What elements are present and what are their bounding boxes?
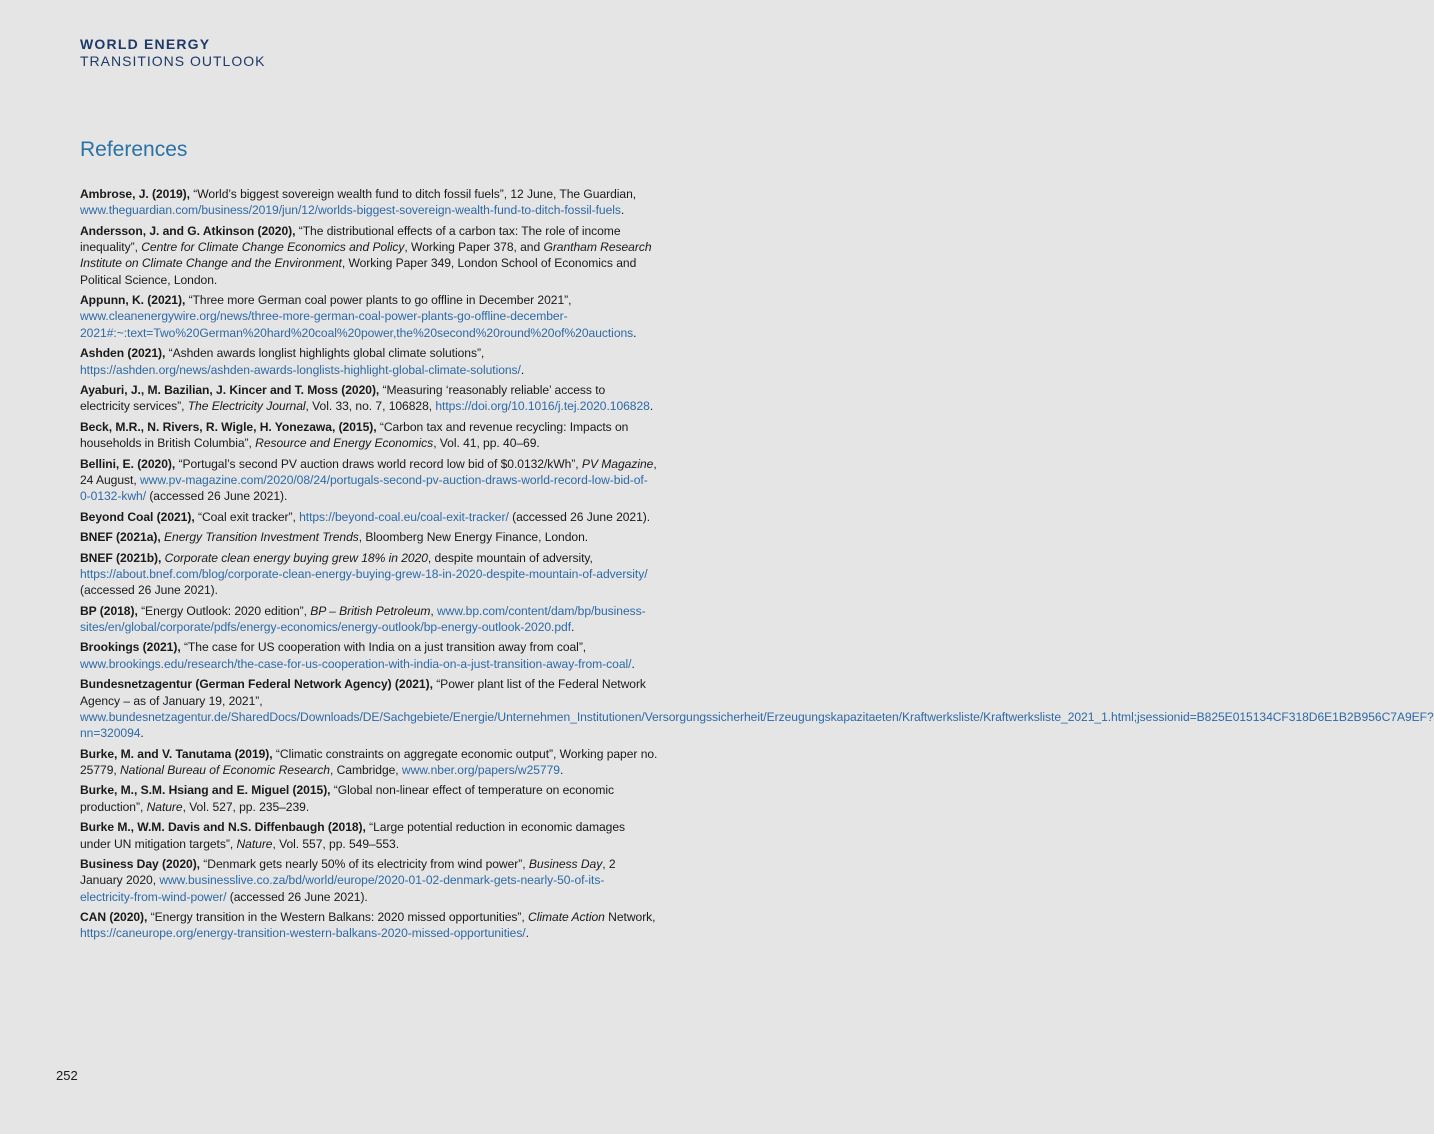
reference-authors: Bellini, E. (2020), [80, 456, 176, 471]
reference-text: “The case for US cooperation with India on a just transition away from coal”, [180, 640, 587, 655]
reference-text: “Coal exit tracker”, [194, 509, 300, 524]
reference-entry [80, 345, 658, 378]
reference-authors: Burke M., W.M. Davis and N.S. Diffenbaugh (2018), [80, 820, 366, 835]
reference-text: Network, [604, 910, 656, 925]
reference-link[interactable]: www.cleanenergywire.org/news/three-more-german-coal-power-plants-go-offline-december-2021#:~:text=Two%20German%20hard%20coal%20power,the%20second%20round%20of%20auctions [80, 309, 634, 340]
reference-text: . [649, 399, 654, 414]
report-title-line2: TRANSITIONS OUTLOOK [80, 53, 266, 69]
reference-entry [80, 223, 658, 288]
reference-text: . [520, 362, 525, 377]
reference-link[interactable]: https://ashden.org/news/ashden-awards-longlists-highlight-global-climate-solutions/ [80, 362, 521, 377]
reference-publication: Business Day [528, 856, 603, 871]
reference-authors: Brookings (2021), [80, 640, 181, 655]
reference-text: “Three more German coal power plants to go offline in December 2021”, [185, 293, 572, 308]
reference-entry [80, 550, 658, 599]
reference-authors: Beck, M.R., N. Rivers, R. Wigle, H. Yonezawa, (2015), [80, 419, 377, 434]
reference-text: “Carbon tax and revenue recycling: Impacts on households in British Columbia”, [80, 419, 629, 451]
reference-text: . [633, 325, 637, 340]
reference-link[interactable]: https://caneurope.org/energy-transition-western-balkans-2020-missed-opportunities/ [80, 926, 526, 941]
reference-entry [80, 603, 658, 636]
reference-authors: Ashden (2021), [80, 346, 166, 361]
reference-text: , [430, 603, 437, 618]
reference-publication: Climate Action [528, 910, 605, 925]
reference-text: (accessed 26 June 2021). [80, 583, 218, 598]
reference-text: “Climatic constraints on aggregate economic output”, Working paper no. 25779, [80, 746, 658, 777]
reference-text: , Vol. 41, pp. 40–69. [433, 436, 540, 451]
reference-text: “Power plant list of the Federal Network Agency – as of January 19, 2021”, [80, 677, 646, 708]
reference-publication: National Bureau of Economic Research [120, 762, 330, 777]
reference-text: (accessed 26 June 2021). [226, 889, 368, 904]
reference-text: (accessed 26 June 2021). [508, 509, 651, 524]
reference-entry [80, 419, 658, 452]
reference-entry [80, 909, 658, 942]
reference-authors: Appunn, K. (2021), [80, 293, 186, 308]
reference-text: “Energy transition in the Western Balkans: 2020 missed opportunities”, [147, 910, 529, 925]
reference-publication: Centre for Climate Change Economics and Policy [141, 240, 405, 255]
reference-authors: Ambrose, J. (2019), [80, 187, 190, 201]
reference-entry [80, 676, 1434, 741]
reference-publication: Resource and Energy Economics [255, 436, 434, 451]
reference-authors: BNEF (2021b), [80, 550, 162, 565]
reference-authors: Ayaburi, J., M. Bazilian, J. Kincer and T. Moss (2020), [80, 383, 380, 398]
reference-authors: Burke, M., S.M. Hsiang and E. Miguel (2015), [80, 783, 331, 798]
reference-entry [80, 292, 658, 341]
reference-publication: PV Magazine [581, 456, 654, 471]
reference-entry [80, 456, 658, 505]
reference-text: “Measuring ‘reasonably reliable’ access to electricity services”, [80, 383, 606, 414]
reference-publication: Corporate clean energy buying grew 18% in 2020 [164, 550, 428, 565]
reference-entry [80, 509, 658, 525]
reference-text: “The distributional effects of a carbon tax: The role of income inequality”, [80, 223, 621, 255]
reference-link[interactable]: https://doi.org/10.1016/j.tej.2020.106828 [435, 399, 650, 414]
reference-link[interactable]: www.pv-magazine.com/2020/08/24/portugals-second-pv-auction-draws-world-record-low-bid-of-0-0132-kwh/ [80, 472, 648, 504]
reference-text: , Working Paper 349, London School of Economics and Political Science, London. [80, 256, 637, 287]
reference-link[interactable]: www.brookings.edu/research/the-case-for-us-cooperation-with-india-on-a-just-transition-away-from-coal/ [80, 656, 632, 671]
reference-text: , Bloomberg New Energy Finance, London. [358, 530, 589, 545]
reference-link[interactable]: https://about.bnef.com/blog/corporate-clean-energy-buying-grew-18-in-2020-despite-mountain-of-adversity/ [80, 566, 648, 581]
reference-text: “Energy Outlook: 2020 edition”, [137, 603, 311, 618]
reference-text: , Vol. 557, pp. 549–553. [272, 836, 400, 851]
reference-entry [80, 639, 658, 672]
references-list [80, 186, 1434, 946]
reference-text: , Working Paper 378, and [404, 240, 544, 255]
reference-text: , 2 January 2020, [80, 856, 616, 888]
reference-link[interactable]: www.bundesnetzagentur.de/SharedDocs/Downloads/DE/Sachgebiete/Energie/Unternehmen_Institutionen/Versorgungssicherheit/Erzeugungskapazitaeten/Kraftwerksliste/Kraftwerksliste_2021_1.html;jsessionid=B825E015134CF318D6E1B2B956C7A9EF?nn=320094 [80, 709, 1434, 741]
reference-text: , despite mountain of adversity, [427, 550, 593, 565]
reference-authors: BP (2018), [80, 603, 138, 618]
report-header [80, 35, 265, 70]
reference-link[interactable]: www.bp.com/content/dam/bp/business-sites/en/global/corporate/pdfs/energy-economics/energy-outlook/bp-energy-outlook-2020.pdf [80, 603, 646, 634]
reference-text: “Ashden awards longlist highlights global climate solutions”, [165, 346, 485, 361]
reference-publication: Nature [146, 799, 183, 814]
reference-link[interactable]: www.theguardian.com/business/2019/jun/12/worlds-biggest-sovereign-wealth-fund-to-ditch-fossil-fuels [80, 203, 621, 218]
reference-entry [80, 819, 658, 852]
reference-publication: Grantham Research Institute on Climate Change and the Environment [80, 240, 652, 271]
reference-entry [80, 186, 658, 219]
reference-entry [80, 782, 658, 815]
reference-text: , 24 August, [80, 456, 657, 487]
reference-text: . [620, 203, 625, 218]
reference-text: , Vol. 33, no. 7, 106828, [305, 399, 436, 414]
reference-link[interactable]: www.businesslive.co.za/bd/world/europe/2020-01-02-denmark-gets-nearly-50-of-its-electricity-from-wind-power/ [80, 873, 605, 904]
reference-publication: Nature [236, 836, 273, 851]
reference-publication: Energy Transition Investment Trends [164, 530, 359, 545]
reference-text: (accessed 26 June 2021). [146, 489, 288, 504]
reference-link[interactable]: www.nber.org/papers/w25779 [401, 762, 560, 777]
reference-text: . [140, 726, 144, 741]
reference-authors: Andersson, J. and G. Atkinson (2020), [80, 223, 296, 238]
reference-entry [80, 856, 658, 905]
reference-publication: The Electricity Journal [187, 399, 306, 414]
reference-text: , Vol. 527, pp. 235–239. [182, 799, 310, 814]
reference-text: , Cambridge, [329, 762, 402, 777]
reference-authors: Burke, M. and V. Tanutama (2019), [80, 746, 273, 761]
reference-text: “Large potential reduction in economic damages under UN mitigation targets”, [80, 820, 626, 851]
reference-authors: Beyond Coal (2021), [80, 509, 195, 524]
reference-text: . [571, 620, 575, 634]
reference-text: “World’s biggest sovereign wealth fund to ditch fossil fuels”, 12 June, The Guardian, [189, 187, 637, 201]
reference-link[interactable]: https://beyond-coal.eu/coal-exit-tracker/ [299, 509, 509, 524]
reference-text: . [525, 926, 529, 941]
reference-entry [80, 746, 658, 779]
page-number: 252 [56, 1068, 78, 1083]
section-title: References [80, 138, 188, 161]
reference-text: “Portugal’s second PV auction draws world record low bid of $0.0132/kWh”, [175, 456, 582, 471]
reference-authors: Bundesnetzagentur (German Federal Network Agency) (2021), [80, 677, 433, 692]
report-title-line1: WORLD ENERGY [80, 36, 211, 52]
reference-publication: BP – British Petroleum [310, 603, 431, 618]
reference-text: “Global non-linear effect of temperature on economic production”, [80, 783, 614, 814]
reference-authors: BNEF (2021a), [80, 530, 161, 545]
reference-entry [80, 382, 658, 415]
reference-authors: Business Day (2020), [80, 856, 200, 871]
reference-text: . [559, 762, 564, 777]
reference-authors: CAN (2020), [80, 910, 148, 925]
reference-entry [80, 529, 658, 545]
reference-text: “Denmark gets nearly 50% of its electricity from wind power”, [200, 856, 529, 871]
reference-text: . [631, 656, 635, 671]
